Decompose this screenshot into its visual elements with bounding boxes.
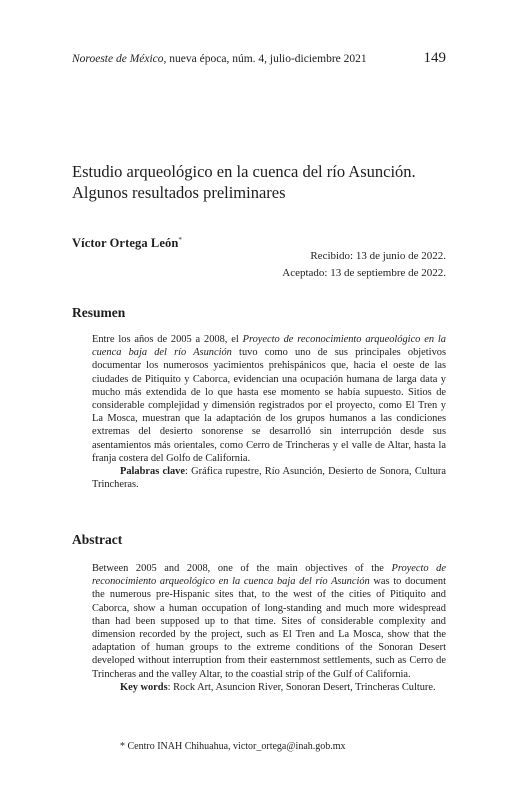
accepted-date: Aceptado: 13 de septiembre de 2022.: [282, 267, 446, 279]
author-footnote-mark: *: [178, 236, 183, 244]
abstract-text-rest: was to document the numerous pre-Hispanic sites that, to the west of the cities of Pitiquito and Caborca, show a human occupation of long-standing and much more widespread than had been supposed up to that time. Sites of considerable complexity and dimension recorded by the project, such as El Tren and La Mosca, show that the adaptation of human groups to the extreme conditions of the Sonoran Desert developed without interruption from their easternmost settlements, such as Cerro de Trincheras and the valley Altar, to the coastial strip of the Gulf of California.: [92, 576, 446, 680]
resumen-heading: Resumen: [72, 305, 126, 320]
abstract-keywords: [92, 681, 446, 694]
abstract-body: [92, 562, 446, 694]
title-line-2: Algunos resultados preliminares: [72, 183, 286, 202]
running-header: [72, 50, 446, 70]
resumen-project-title: Proyecto de reconocimiento arqueológico en la cuenca baja del río Asunción: [92, 334, 446, 359]
abstract-paragraph: [92, 562, 446, 681]
page-number: 149: [423, 50, 446, 66]
submission-dates: [282, 248, 446, 282]
author-affiliation-footnote: * Centro INAH Chihuahua, victor_ortega@inah.gob.mx: [120, 741, 346, 752]
resumen-body: [92, 333, 446, 491]
title-line-1: Estudio arqueológico en la cuenca del río Asunción.: [72, 162, 416, 181]
journal-citation: [72, 53, 367, 65]
abstract-project-title: Proyecto de reconocimiento arqueológico en la cuenca baja del río Asunción: [92, 563, 446, 588]
abstract-text-start: Between 2005 and 2008, one of the main objectives of the: [92, 563, 392, 574]
resumen-keywords: [92, 465, 446, 491]
resumen-text-start: Entre los años de 2005 a 2008, el: [92, 334, 243, 345]
abstract-heading: Abstract: [72, 532, 123, 547]
resumen-paragraph: [92, 333, 446, 465]
article-title: [72, 161, 452, 203]
author: [72, 236, 182, 251]
resumen-text-rest: tuvo como uno de sus principales objetivos documentar los numerosos yacimientos prehispánicos que, hacia el oeste de las ciudades de Pitiquito y Caborca, evidencian una ocupación humana de larga data y mucho más extendida de lo que hasta ese momento se había supuesto. Sitios de considerable complejidad y dimensión registrados por el proyecto, como El Tren y La Mosca, muestran que la adaptación de los grupos humanos a las condiciones extremas del desierto sonorense se desarrolló sin interrupción desde sus asentamientos más orientales, como Cerro de Trincheras y el valle de Altar, hasta la franja costera del Golfo de California.: [92, 347, 446, 464]
journal-issue: , nueva época, núm. 4, julio-diciembre 2021: [163, 53, 367, 65]
author-name: Víctor Ortega León: [72, 236, 179, 251]
journal-name: Noroeste de México: [72, 53, 164, 65]
keywords-list: : Gráfica rupestre, Río Asunción, Desierto de Sonora, Cultura Trincheras.: [92, 466, 447, 491]
keywords-label-en: Key words: [120, 681, 168, 693]
keywords-label: Palabras clave: [120, 466, 185, 478]
received-date: Recibido: 13 de junio de 2022.: [310, 250, 446, 262]
keywords-list-en: : Rock Art, Asuncion River, Sonoran Desert, Trincheras Culture.: [167, 681, 436, 693]
